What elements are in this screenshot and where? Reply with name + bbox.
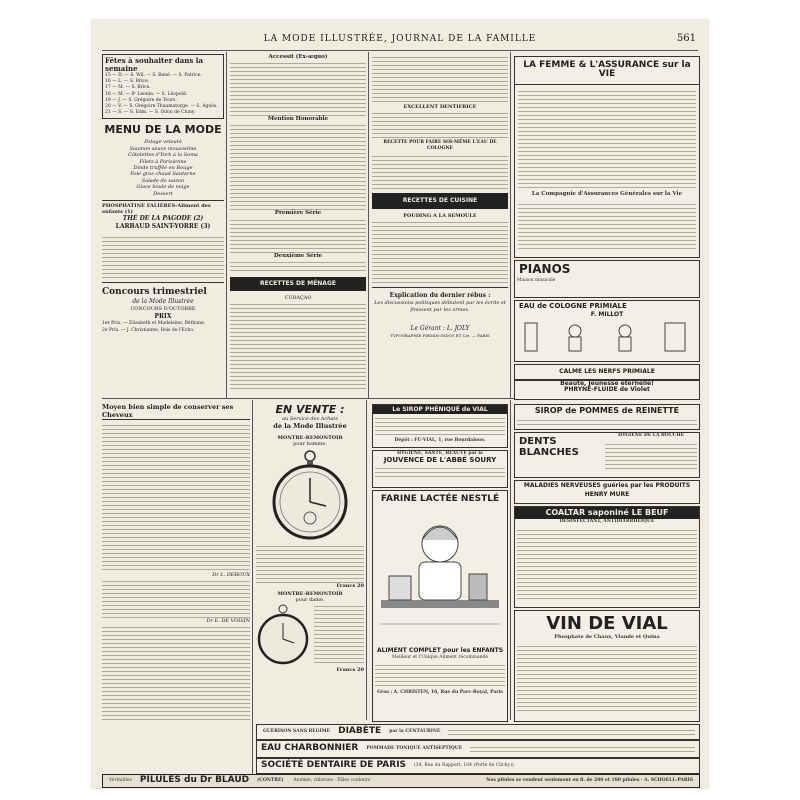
blaud-title: PILULES du Dr BLAUD [139,775,250,786]
ad-the-pagode: THÉ DE LA PAGODE (2) [122,215,204,223]
deuxieme-serie-title: Deuxième Série [273,252,323,259]
prix-label: PRIX [154,313,172,321]
sirop-reinette-title: SIROP de POMMES de REINETTE [534,406,680,415]
pocket-watch-small-illustration [256,603,310,667]
column-en-vente [256,403,364,721]
ad-pilules-blaud [102,774,700,788]
fetes-title: Fêtes à souhaiter dans la semaine [105,56,203,73]
notes-text [102,234,224,278]
column-recettes [372,54,508,396]
deuxieme-serie-text [230,259,366,273]
menu-item: Salade de saison [141,177,185,184]
ad-eau-charbonnier [256,740,700,758]
assurance-company: La Compagnie d'Assurances Générales sur la Vie [531,190,683,197]
pianos-title: PIANOS [519,262,571,276]
nestle-text [375,662,505,688]
pouding-text [372,219,508,283]
menu-item: Dessert [153,190,173,197]
eau-cologne-recipe-title: RECETTE POUR FAIRE SOI-MÊME L'EAU DE COLOGNE [383,140,497,152]
accessit-title: Accessit (Ex-æquo) [268,54,328,60]
hygiene-bouche-text [605,441,697,469]
menu-ads [102,200,224,231]
column-rule-5 [366,400,367,720]
concours-month: CONCOURS D'OCTOBRE [130,306,196,313]
blaud-indications: Anémie, chlorose · Pâles couleurs [293,778,371,784]
nestle-title: FARINE LACTÉE NESTLÉ [380,494,500,504]
phryne-title: PHRYNÉ-FLUIDE de Violet [564,386,650,394]
watch2-block [256,603,364,667]
newspaper-page [92,20,708,788]
recettes-menage-banner: RECETTES DE MÉNAGE [230,277,366,291]
sirop-phenique-text [375,415,505,437]
beaute-title: Beauté, Jeunesse éternelle! [560,380,654,387]
watch1-subtitle: pour homme. [293,441,327,448]
assurance-more-text [518,201,696,251]
rebus-text: Les discussions politiques débutent par les écrits et finissent par les armes. [374,299,506,313]
cheveux-title: Moyen bien simple de conserver ses Cheveux [102,403,250,420]
ad-maladies-nerveuses [514,480,700,504]
fetes-box [102,54,224,119]
sirop-phenique-depot: Dépôt : FU-VIAL, 1, rue Bourdaloue. [394,438,486,443]
prix-line: 1er Prix. — Elisabeth et Madeleine, Béthune. [102,321,206,327]
jouvence-text [375,465,505,477]
vin-vial-subtitle: Phosphate de Chaux, Viande et Quina [554,634,660,640]
ad-diabete [256,724,700,740]
signature-voisin: Dr E. DE VOISIN [206,618,250,625]
assurance-text [518,88,696,188]
eau-cologne-recipe-text [372,153,508,189]
menu-item: Côtelettes d'York à la Soma [128,152,198,159]
column-rule-6 [510,400,511,720]
coaltar-subtitle: DÉSINFECTANT, ANTIDIARRHÉIQUE [559,519,655,524]
column-rule-2 [368,52,369,398]
fete-line: 15 — D. — S. Wil. — S. René. — S. Patrice. [105,73,202,78]
mention-text [230,122,366,210]
ad-calme-nerfs [514,364,700,380]
coaltar-title: COALTAR saponiné LE BEUF [515,507,699,519]
dentifrice-title: EXCELLENT DENTIFRICE [403,104,477,110]
watch2-text [314,603,364,663]
column-cheveux [102,403,250,723]
ad-coaltar [514,506,700,608]
ad-larbaud: LARBAUD SAINT-YORRE (3) [115,223,211,231]
menu-title: MENU DE LA MODE [104,123,222,137]
cheveux-text [102,422,250,572]
premiere-serie-title: Première Série [274,210,322,217]
watch2-subtitle: pour dame. [295,597,325,604]
column-rule-3 [510,52,511,398]
rebus-section [372,287,508,314]
menu-item: Filets à Parisienne [139,158,187,165]
ad-sirop-reinette [514,404,700,430]
calme-nerfs-label: CALME LES NERFS [559,368,621,375]
jouvence-title: JOUVENCE DE L'ABBÉ SOURY [383,455,497,464]
recettes-cuisine-banner: RECETTES DE CUISINE [372,193,508,209]
fete-line: 16 — L. — S. Brice. [105,79,150,85]
menu-item: Dinde truffée en Bouge [133,165,193,172]
blaud-contre: (CONTRE) [257,778,284,784]
hygiene-bouche: HYGIÈNE DE LA BOUCHE [617,433,685,438]
assurance-title: LA FEMME & L'ASSURANCE sur la VIE [515,57,699,85]
recette-text [372,54,508,104]
pommade-label: POMMADE TONIQUE ANTISEPTIQUE [366,746,463,752]
eau-cologne-title: EAU de COLOGNE PRIMIALE [519,302,627,310]
accessit-text [230,60,366,116]
fete-line: 18 — M. — 8ᵉ Léonie. — S. Léopold. [105,91,188,97]
ad-societe-dentaire [256,758,700,774]
pocket-watch-large-illustration [256,448,364,540]
ad-farine-nestle [372,490,508,722]
menu-item: Saumon sauce mousseline [129,145,197,152]
rebus-title: Explication du dernier rébus : [389,291,491,299]
ad-phryne [514,380,700,400]
en-vente-title: EN VENTE : [275,403,345,416]
fete-line: 19 — J. — S. Grégoire de Tours. [105,97,177,103]
menu-list [102,139,224,197]
watch1-text [256,543,364,583]
en-vente-subtitle: au Service des Achats [282,416,338,422]
ad-sirop-phenique [372,404,508,448]
guerison-label: GUÉRISON SANS REGIME [263,729,331,735]
maladies-nerveuses-title: MALADIES NERVEUSES guéries par les PRODUITS HENRY MURE [523,482,691,498]
watch1-price: Francs 20 [336,582,364,589]
ad-femme-assurance [514,56,700,258]
societe-dentaire-address: (34, Rue du Rapport, 104 (Porte de Clichy)) [414,763,514,769]
blaud-pre: Véritables [109,778,132,784]
watch2-price: Francs 20 [336,667,364,674]
eau-charbonnier-title: EAU CHARBONNIER [261,743,359,754]
eau-cologne-maker: F. MILLOT [590,311,624,319]
menu-item: Foie gras chaud Sauterne [130,171,196,178]
watch2-title: MONTRE-REMONTOIR [277,591,343,598]
sirop-phenique-title: Le SIROP PHÉNIQUÉ de VIAL [373,405,507,414]
concours-title: Concours trimestriel [102,287,207,298]
diabete-brand: par la CENTAURINE [389,729,441,735]
voisin-text [102,578,250,618]
dentifrice-text [372,110,508,140]
nestle-child-illustration [373,504,507,644]
diabete-text [448,727,695,737]
eau-cologne-illustration [515,319,699,355]
watch1-title: MONTRE-REMONTOIR [277,435,343,442]
column-fetes-menu [102,54,224,396]
fete-line: 17 — M. — S. Brice. [105,85,151,91]
fete-line: 21 — S. — S. Edm. — S. Odon de Cluny. [105,110,196,116]
ad-jouvence [372,450,508,488]
page-number: 561 [676,33,696,44]
gerant-signature: Le Gérant : L. JOLY [410,324,470,332]
mention-title: Mention Honorable [267,116,329,123]
maladies-nerveuses-text [517,500,697,504]
ad-phosphatine: PHOSPHATINE FALIÈRES-Aliment des enfants (1) [102,203,211,216]
diabete-title: DIABÈTE [338,726,382,737]
running-title: LA MODE ILLUSTRÉE, JOURNAL DE LA FAMILLE [263,34,537,44]
nestle-slogan: ALIMENT COMPLET pour les ENFANTS [376,647,504,655]
vin-vial-text [517,643,697,713]
pianos-maker: Maison musicale [517,277,556,283]
eau-charbonnier-text [470,744,695,754]
depositaires-list [102,624,250,723]
concours-subtitle: de la Mode Illustrée [132,298,194,306]
en-vente-publisher: de la Mode Illustrée [273,422,347,431]
menu-item: Potage velouté [144,139,182,146]
blaud-note: Nos pilules se vendent seulement en fl. de 200 et 100 pilules · A. SCHOELL-PARIS [486,778,693,784]
ad-vin-vial [514,610,700,722]
sirop-reinette-text [517,417,697,425]
nestle-address: Gros : A. CHRISTEN, 16, Rue du Parc-Royal, Paris [377,690,503,696]
curacao-title: CURAÇAO [284,294,312,301]
concours-section [102,282,224,333]
imprint: TYPOGRAPHIE FIRMIN-DIDOT ET Cie. — PARIS [390,332,490,338]
fete-line: 20 — V. — S. Grégoire Thaumaturge. — S. Agnès. [105,104,218,110]
ad-dents-blanches [514,432,700,478]
prix-line: 2e Prix. — J. Christianne, Bois de l'Echo. [102,327,195,333]
ad-pianos [514,260,700,298]
vin-vial-title: VIN DE VIAL [546,613,668,634]
nestle-subtitle: Meilleur et l'Unique Aliment recommandé [391,654,489,660]
header-rule [102,50,698,51]
column-rule-4 [252,400,253,775]
calme-nerfs-brand: PRIMIALE [622,368,655,375]
jouvence-pre: HYGIÈNE, SANTÉ, BEAUTÉ par la [397,451,483,456]
coaltar-text [517,527,697,599]
column-accessit [230,54,366,396]
curacao-text [230,301,366,391]
dents-blanches-title: DENTS BLANCHES [519,436,579,458]
premiere-serie-text [230,217,366,253]
signature-deroux: Dr L. DEROUX [212,572,250,578]
pouding-title: POUDING A LA SEMOULE [403,212,477,219]
column-rule-1 [226,52,227,398]
societe-dentaire-title: SOCIÉTÉ DENTAIRE DE PARIS [261,760,407,771]
menu-item: Glace boule de neige [136,184,190,191]
ad-eau-cologne-primiale [514,300,700,362]
